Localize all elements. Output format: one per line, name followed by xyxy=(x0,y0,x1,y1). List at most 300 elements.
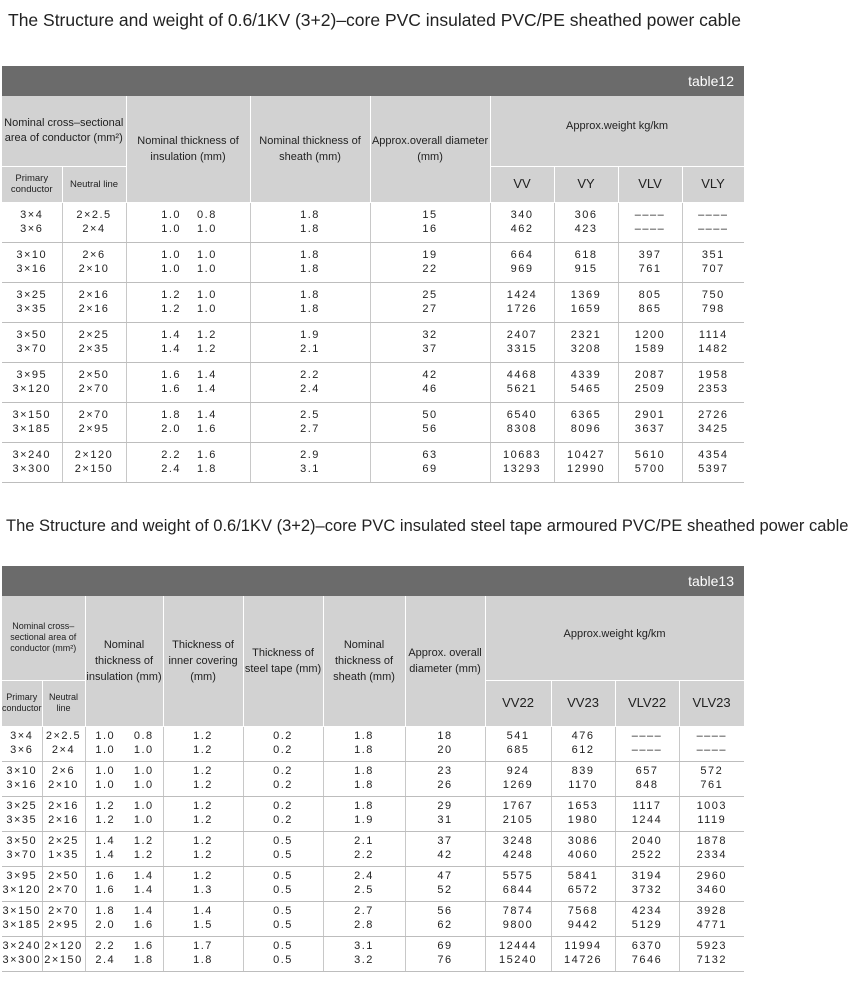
cell-value: 1200 xyxy=(634,329,666,341)
cell-ins_a xyxy=(126,282,189,322)
cell-sheath xyxy=(323,901,405,936)
cell-value: 14726 xyxy=(563,953,603,966)
cell-w4 xyxy=(682,362,744,402)
cell-sheath xyxy=(250,362,370,402)
weight-col-header: VLV22 xyxy=(615,680,679,726)
weight-header: Approx.weight kg/km xyxy=(485,596,744,680)
cell-value: 2.4 xyxy=(300,383,320,395)
cell-value: 62 xyxy=(437,918,453,931)
cell-inner xyxy=(163,796,243,831)
cell-value: 3248 xyxy=(502,835,534,847)
cell-neutral xyxy=(62,362,126,402)
cell-diameter xyxy=(370,242,490,282)
cell-value: 3×185 xyxy=(2,918,41,931)
cell-diameter xyxy=(405,796,485,831)
cell-w3 xyxy=(615,796,679,831)
cell-neutral xyxy=(62,442,126,482)
cell-value: 2.4 xyxy=(95,953,116,966)
cell-value: 7132 xyxy=(696,953,728,966)
cell-ins_b xyxy=(125,831,163,866)
cell-value: 5621 xyxy=(506,383,538,395)
cell-value: 15240 xyxy=(498,953,538,966)
cell-value: 3×70 xyxy=(16,343,48,355)
cell-inner xyxy=(163,831,243,866)
cell-value: 2×150 xyxy=(44,953,83,966)
cell-value: –––– xyxy=(696,743,728,756)
cell-value: 2×70 xyxy=(48,905,79,917)
cell-value: 3×150 xyxy=(12,409,51,421)
cell-value: 1.4 xyxy=(193,905,213,917)
cell-primary xyxy=(2,442,62,482)
cell-value: 1×35 xyxy=(48,848,79,861)
cell-value: 1.2 xyxy=(95,813,116,826)
cell-value: 1.4 xyxy=(133,905,154,917)
cell-ins_b xyxy=(125,761,163,796)
cell-value: 1244 xyxy=(631,813,663,826)
cell-w1 xyxy=(490,242,554,282)
table-row xyxy=(2,242,744,282)
cell-neutral xyxy=(62,322,126,362)
cell-tape xyxy=(243,761,323,796)
cell-w4 xyxy=(679,936,744,971)
cell-value: 63 xyxy=(422,449,438,461)
cell-value: 2.5 xyxy=(300,409,320,421)
cell-diameter xyxy=(405,901,485,936)
cell-value: 10427 xyxy=(566,449,606,461)
cell-w4 xyxy=(679,726,744,761)
cell-value: 46 xyxy=(422,383,438,395)
cell-value: 1117 xyxy=(632,800,662,812)
cell-neutral xyxy=(42,726,85,761)
cell-value: 0.2 xyxy=(273,813,293,826)
cell-value: 7874 xyxy=(502,905,534,917)
cell-primary xyxy=(2,362,62,402)
cell-w2 xyxy=(554,442,618,482)
cell-value: 0.5 xyxy=(273,918,293,931)
cell-value: 2×10 xyxy=(48,778,79,791)
cell-value: 340 xyxy=(510,209,534,221)
cell-value: 3194 xyxy=(631,870,663,882)
cell-sheath xyxy=(323,831,405,866)
table13 xyxy=(2,596,745,972)
cell-value: 1767 xyxy=(502,800,534,812)
cell-primary xyxy=(2,796,42,831)
cell-ins_b xyxy=(189,362,250,402)
table13-label: table13 xyxy=(688,573,734,589)
cell-neutral xyxy=(42,936,85,971)
cell-value: –––– xyxy=(696,730,728,742)
cell-value: 1.4 xyxy=(197,409,217,421)
cell-ins_b xyxy=(189,322,250,362)
cell-value: 3×70 xyxy=(6,848,38,861)
cell-value: 572 xyxy=(700,765,724,777)
cell-value: 2×16 xyxy=(78,289,110,301)
cell-value: 6370 xyxy=(631,940,663,952)
cell-value: 3×35 xyxy=(16,303,48,315)
cell-value: 612 xyxy=(571,743,595,756)
cell-value: 1.6 xyxy=(197,423,217,435)
table12-label: table12 xyxy=(688,73,734,89)
cell-ins_a xyxy=(126,242,189,282)
cell-sheath xyxy=(323,761,405,796)
cell-value: –––– xyxy=(698,209,729,221)
weight-col-header: VV22 xyxy=(485,680,551,726)
cell-neutral xyxy=(42,866,85,901)
table13-label-bar xyxy=(2,566,744,596)
cell-value: 1.2 xyxy=(193,835,213,847)
cell-value: 3×120 xyxy=(12,383,51,395)
cell-value: 1119 xyxy=(697,813,727,826)
cell-primary xyxy=(2,322,62,362)
cell-value: 2×16 xyxy=(78,303,110,315)
cell-value: 1.8 xyxy=(133,953,154,966)
cell-value: 11994 xyxy=(564,940,602,952)
cell-primary xyxy=(2,901,42,936)
cell-w4 xyxy=(682,402,744,442)
cell-value: 1980 xyxy=(567,813,599,826)
cell-ins_a xyxy=(85,831,125,866)
cell-tape xyxy=(243,901,323,936)
cell-value: 2×50 xyxy=(78,369,110,381)
cell-value: 3.1 xyxy=(300,463,320,475)
table-row xyxy=(2,202,744,242)
cell-value: 1.0 xyxy=(197,223,217,235)
insulation-header: Nominal thickness of insulation (mm) xyxy=(126,96,250,202)
cell-value: 56 xyxy=(422,423,438,435)
cell-value: 1.2 xyxy=(193,848,213,861)
cell-value: 2×95 xyxy=(48,918,79,931)
cell-value: 2×70 xyxy=(78,383,110,395)
cell-w2 xyxy=(554,322,618,362)
cell-value: 1958 xyxy=(698,369,729,381)
cell-value: 3×4 xyxy=(20,209,44,221)
cell-value: 3208 xyxy=(570,343,602,355)
cell-value: 848 xyxy=(635,778,659,791)
table-row xyxy=(2,402,744,442)
cell-value: 2726 xyxy=(698,409,729,421)
cell-value: 1.7 xyxy=(193,940,213,952)
cell-w3 xyxy=(615,726,679,761)
cell-value: 865 xyxy=(638,303,662,315)
cell-value: 0.2 xyxy=(273,800,293,812)
cell-value: 2105 xyxy=(502,813,534,826)
cell-w1 xyxy=(485,936,551,971)
cell-value: 1.2 xyxy=(133,848,154,861)
cell-primary xyxy=(2,202,62,242)
cell-value: 2087 xyxy=(634,369,666,381)
cell-value: 3.2 xyxy=(354,953,374,966)
cell-value: 1.4 xyxy=(161,329,182,341)
cell-w4 xyxy=(682,282,744,322)
cell-value: 1.0 xyxy=(95,743,116,756)
cell-value: 56 xyxy=(437,905,453,917)
cell-w3 xyxy=(615,761,679,796)
cell-value: 1.8 xyxy=(95,905,116,917)
cell-inner xyxy=(163,936,243,971)
primary-header: Primary conductor xyxy=(2,680,42,726)
cell-sheath xyxy=(323,796,405,831)
neutral-header: Neutral line xyxy=(42,680,85,726)
cell-value: 1.8 xyxy=(354,765,374,777)
cell-value: 3637 xyxy=(634,423,666,435)
cell-value: 10683 xyxy=(502,449,542,461)
cell-tape xyxy=(243,796,323,831)
cell-value: 2.1 xyxy=(354,835,374,847)
cell-w4 xyxy=(682,322,744,362)
cell-value: 20 xyxy=(437,743,453,756)
cell-ins_b xyxy=(125,901,163,936)
cell-sheath xyxy=(323,936,405,971)
cell-value: 1.2 xyxy=(193,765,213,777)
cell-value: 1.4 xyxy=(197,383,217,395)
cell-value: 0.2 xyxy=(273,743,293,756)
cell-value: –––– xyxy=(631,730,663,742)
cell-ins_a xyxy=(126,362,189,402)
table-row xyxy=(2,726,744,761)
cell-value: 1.2 xyxy=(133,835,154,847)
cell-value: 1114 xyxy=(698,329,728,341)
cell-value: 2.4 xyxy=(161,463,182,475)
table-row xyxy=(2,442,744,482)
cell-value: 1.2 xyxy=(197,329,217,341)
cell-value: 1.2 xyxy=(193,778,213,791)
cell-value: 1.0 xyxy=(133,743,154,756)
weight-col-header: VLV23 xyxy=(679,680,744,726)
cell-value: 1.2 xyxy=(193,743,213,756)
cell-value: 1.0 xyxy=(197,263,217,275)
cell-value: 541 xyxy=(506,730,530,742)
cell-w3 xyxy=(618,402,682,442)
cell-value: 3×50 xyxy=(16,329,48,341)
cell-value: 9800 xyxy=(502,918,534,931)
cell-neutral xyxy=(42,796,85,831)
cell-value: 2×25 xyxy=(78,329,110,341)
cell-diameter xyxy=(405,866,485,901)
cell-value: 26 xyxy=(437,778,453,791)
cell-value: 2.2 xyxy=(300,369,320,381)
cell-value: 3.1 xyxy=(354,940,374,952)
cell-tape xyxy=(243,831,323,866)
cell-value: 2×6 xyxy=(51,765,76,777)
cell-value: 2.0 xyxy=(161,423,182,435)
cell-value: 5129 xyxy=(631,918,663,931)
cell-value: 3×6 xyxy=(10,743,34,756)
sheath-header: Nominal thickness of sheath (mm) xyxy=(323,596,405,726)
cell-value: 476 xyxy=(571,730,595,742)
cell-value: 1.8 xyxy=(161,409,182,421)
cell-value: 618 xyxy=(574,249,598,261)
cell-value: 2.2 xyxy=(95,940,116,952)
cell-value: 3×95 xyxy=(6,870,38,882)
cell-value: 4248 xyxy=(502,848,534,861)
cell-value: 462 xyxy=(510,223,534,235)
cell-value: 1.0 xyxy=(95,730,116,742)
cell-value: 3×25 xyxy=(6,800,38,812)
cell-value: 3×25 xyxy=(16,289,48,301)
cell-primary xyxy=(2,402,62,442)
cell-value: 1.4 xyxy=(197,369,217,381)
cell-diameter xyxy=(370,442,490,482)
cell-value: 1.4 xyxy=(133,883,154,896)
cell-value: 7646 xyxy=(631,953,663,966)
cell-sheath xyxy=(250,402,370,442)
cell-value: 1.2 xyxy=(193,870,213,882)
cell-value: 924 xyxy=(506,765,530,777)
cell-value: 0.5 xyxy=(273,848,293,861)
cell-ins_b xyxy=(125,796,163,831)
cell-value: 1.4 xyxy=(95,848,116,861)
cell-neutral xyxy=(62,202,126,242)
cell-sheath xyxy=(250,202,370,242)
cell-value: 27 xyxy=(422,303,438,315)
cell-value: 1.5 xyxy=(193,918,213,931)
cell-value: 1.8 xyxy=(197,463,217,475)
cell-value: 1.8 xyxy=(354,778,374,791)
cell-value: 2×25 xyxy=(48,835,79,847)
cell-ins_b xyxy=(125,726,163,761)
cell-value: 2334 xyxy=(696,848,728,861)
cell-primary xyxy=(2,831,42,866)
cell-inner xyxy=(163,901,243,936)
table-row xyxy=(2,322,744,362)
cell-ins_a xyxy=(85,936,125,971)
cell-sheath xyxy=(323,726,405,761)
cell-value: 2.9 xyxy=(300,449,320,461)
cell-ins_a xyxy=(85,901,125,936)
cell-value: 4354 xyxy=(698,449,729,461)
cell-ins_b xyxy=(189,242,250,282)
cell-value: 1.0 xyxy=(95,765,116,777)
cell-value: 1653 xyxy=(567,800,599,812)
cell-value: 0.2 xyxy=(273,730,293,742)
cell-w3 xyxy=(618,242,682,282)
cell-value: 3×50 xyxy=(6,835,38,847)
cell-neutral xyxy=(42,901,85,936)
cell-value: 1.0 xyxy=(133,813,154,826)
cell-value: 1170 xyxy=(568,778,598,791)
cell-value: 32 xyxy=(422,329,438,341)
cell-value: 1.2 xyxy=(193,800,213,812)
cell-ins_a xyxy=(126,442,189,482)
cell-inner xyxy=(163,866,243,901)
cell-diameter xyxy=(370,282,490,322)
cell-value: 397 xyxy=(638,249,662,261)
cell-value: 664 xyxy=(510,249,534,261)
weight-col-header: VLY xyxy=(682,166,744,202)
cell-value: 2509 xyxy=(634,383,666,395)
cell-value: 1003 xyxy=(696,800,728,812)
cell-value: 423 xyxy=(574,223,598,235)
cell-value: 6540 xyxy=(506,409,538,421)
cell-w2 xyxy=(554,242,618,282)
cell-value: 1269 xyxy=(502,778,534,791)
cell-value: 5923 xyxy=(696,940,728,952)
cell-value: 3×240 xyxy=(12,449,51,461)
cell-value: 1.0 xyxy=(133,778,154,791)
cell-value: 42 xyxy=(422,369,438,381)
cell-value: 0.5 xyxy=(273,835,293,847)
cell-value: 1659 xyxy=(570,303,602,315)
cell-value: 15 xyxy=(422,209,438,221)
cell-ins_a xyxy=(85,866,125,901)
cell-value: 2×2.5 xyxy=(45,730,82,742)
weight-col-header: VV23 xyxy=(551,680,615,726)
cell-value: 50 xyxy=(422,409,438,421)
cell-value: 1.6 xyxy=(161,383,182,395)
cell-value: 915 xyxy=(574,263,598,275)
inner-covering-header: Thickness of inner covering (mm) xyxy=(163,596,243,726)
cell-value: 1.8 xyxy=(354,730,374,742)
cell-value: 12990 xyxy=(566,463,606,475)
cell-diameter xyxy=(370,362,490,402)
cell-w2 xyxy=(551,901,615,936)
cell-value: 12444 xyxy=(498,940,538,952)
cell-value: 1.9 xyxy=(300,329,320,341)
cell-value: 76 xyxy=(437,953,453,966)
cell-value: 3×10 xyxy=(16,249,48,261)
cell-value: 3×16 xyxy=(16,263,48,275)
cell-w3 xyxy=(618,282,682,322)
cell-value: 19 xyxy=(422,249,438,261)
cell-value: 5397 xyxy=(698,463,729,475)
cell-value: 685 xyxy=(506,743,530,756)
cell-value: 1.4 xyxy=(95,835,116,847)
cell-value: 2×120 xyxy=(74,449,114,461)
cell-w4 xyxy=(679,831,744,866)
cell-ins_b xyxy=(189,402,250,442)
cell-value: 1589 xyxy=(634,343,666,355)
cell-value: 2×4 xyxy=(82,223,106,235)
cell-value: 2522 xyxy=(631,848,663,861)
cell-w2 xyxy=(551,796,615,831)
cell-value: 1.8 xyxy=(300,249,320,261)
cell-value: 1.8 xyxy=(300,209,320,221)
cell-sheath xyxy=(250,442,370,482)
cell-value: 2960 xyxy=(696,870,728,882)
cell-w3 xyxy=(615,901,679,936)
cell-value: 1.0 xyxy=(161,249,182,261)
cell-sheath xyxy=(323,866,405,901)
cell-w3 xyxy=(618,362,682,402)
cell-w2 xyxy=(554,402,618,442)
cell-w2 xyxy=(551,831,615,866)
cell-tape xyxy=(243,726,323,761)
cell-value: 2.8 xyxy=(354,918,374,931)
table-row xyxy=(2,282,744,322)
cell-value: 0.5 xyxy=(273,870,293,882)
cell-value: 3×120 xyxy=(2,883,41,896)
cell-value: 6572 xyxy=(567,883,599,896)
cell-value: 1.8 xyxy=(300,303,320,315)
cell-value: 3×300 xyxy=(2,953,41,966)
cell-w2 xyxy=(554,202,618,242)
cell-value: 7568 xyxy=(567,905,599,917)
table-row xyxy=(2,936,744,971)
cell-value: 69 xyxy=(422,463,438,475)
cell-value: 1.0 xyxy=(197,303,217,315)
cell-value: 1.6 xyxy=(95,870,116,882)
cell-value: 4234 xyxy=(631,905,663,917)
cell-value: 31 xyxy=(437,813,453,826)
cell-value: 3460 xyxy=(696,883,728,896)
cell-value: 1.4 xyxy=(133,870,154,882)
cell-ins_a xyxy=(85,761,125,796)
nominal-area-header: Nominal cross–sectional area of conductor (mm²) xyxy=(2,96,126,166)
steel-tape-header: Thickness of steel tape (mm) xyxy=(243,596,323,726)
cell-value: 6365 xyxy=(570,409,602,421)
cell-value: 0.5 xyxy=(273,940,293,952)
primary-header: Primary conductor xyxy=(2,166,62,202)
